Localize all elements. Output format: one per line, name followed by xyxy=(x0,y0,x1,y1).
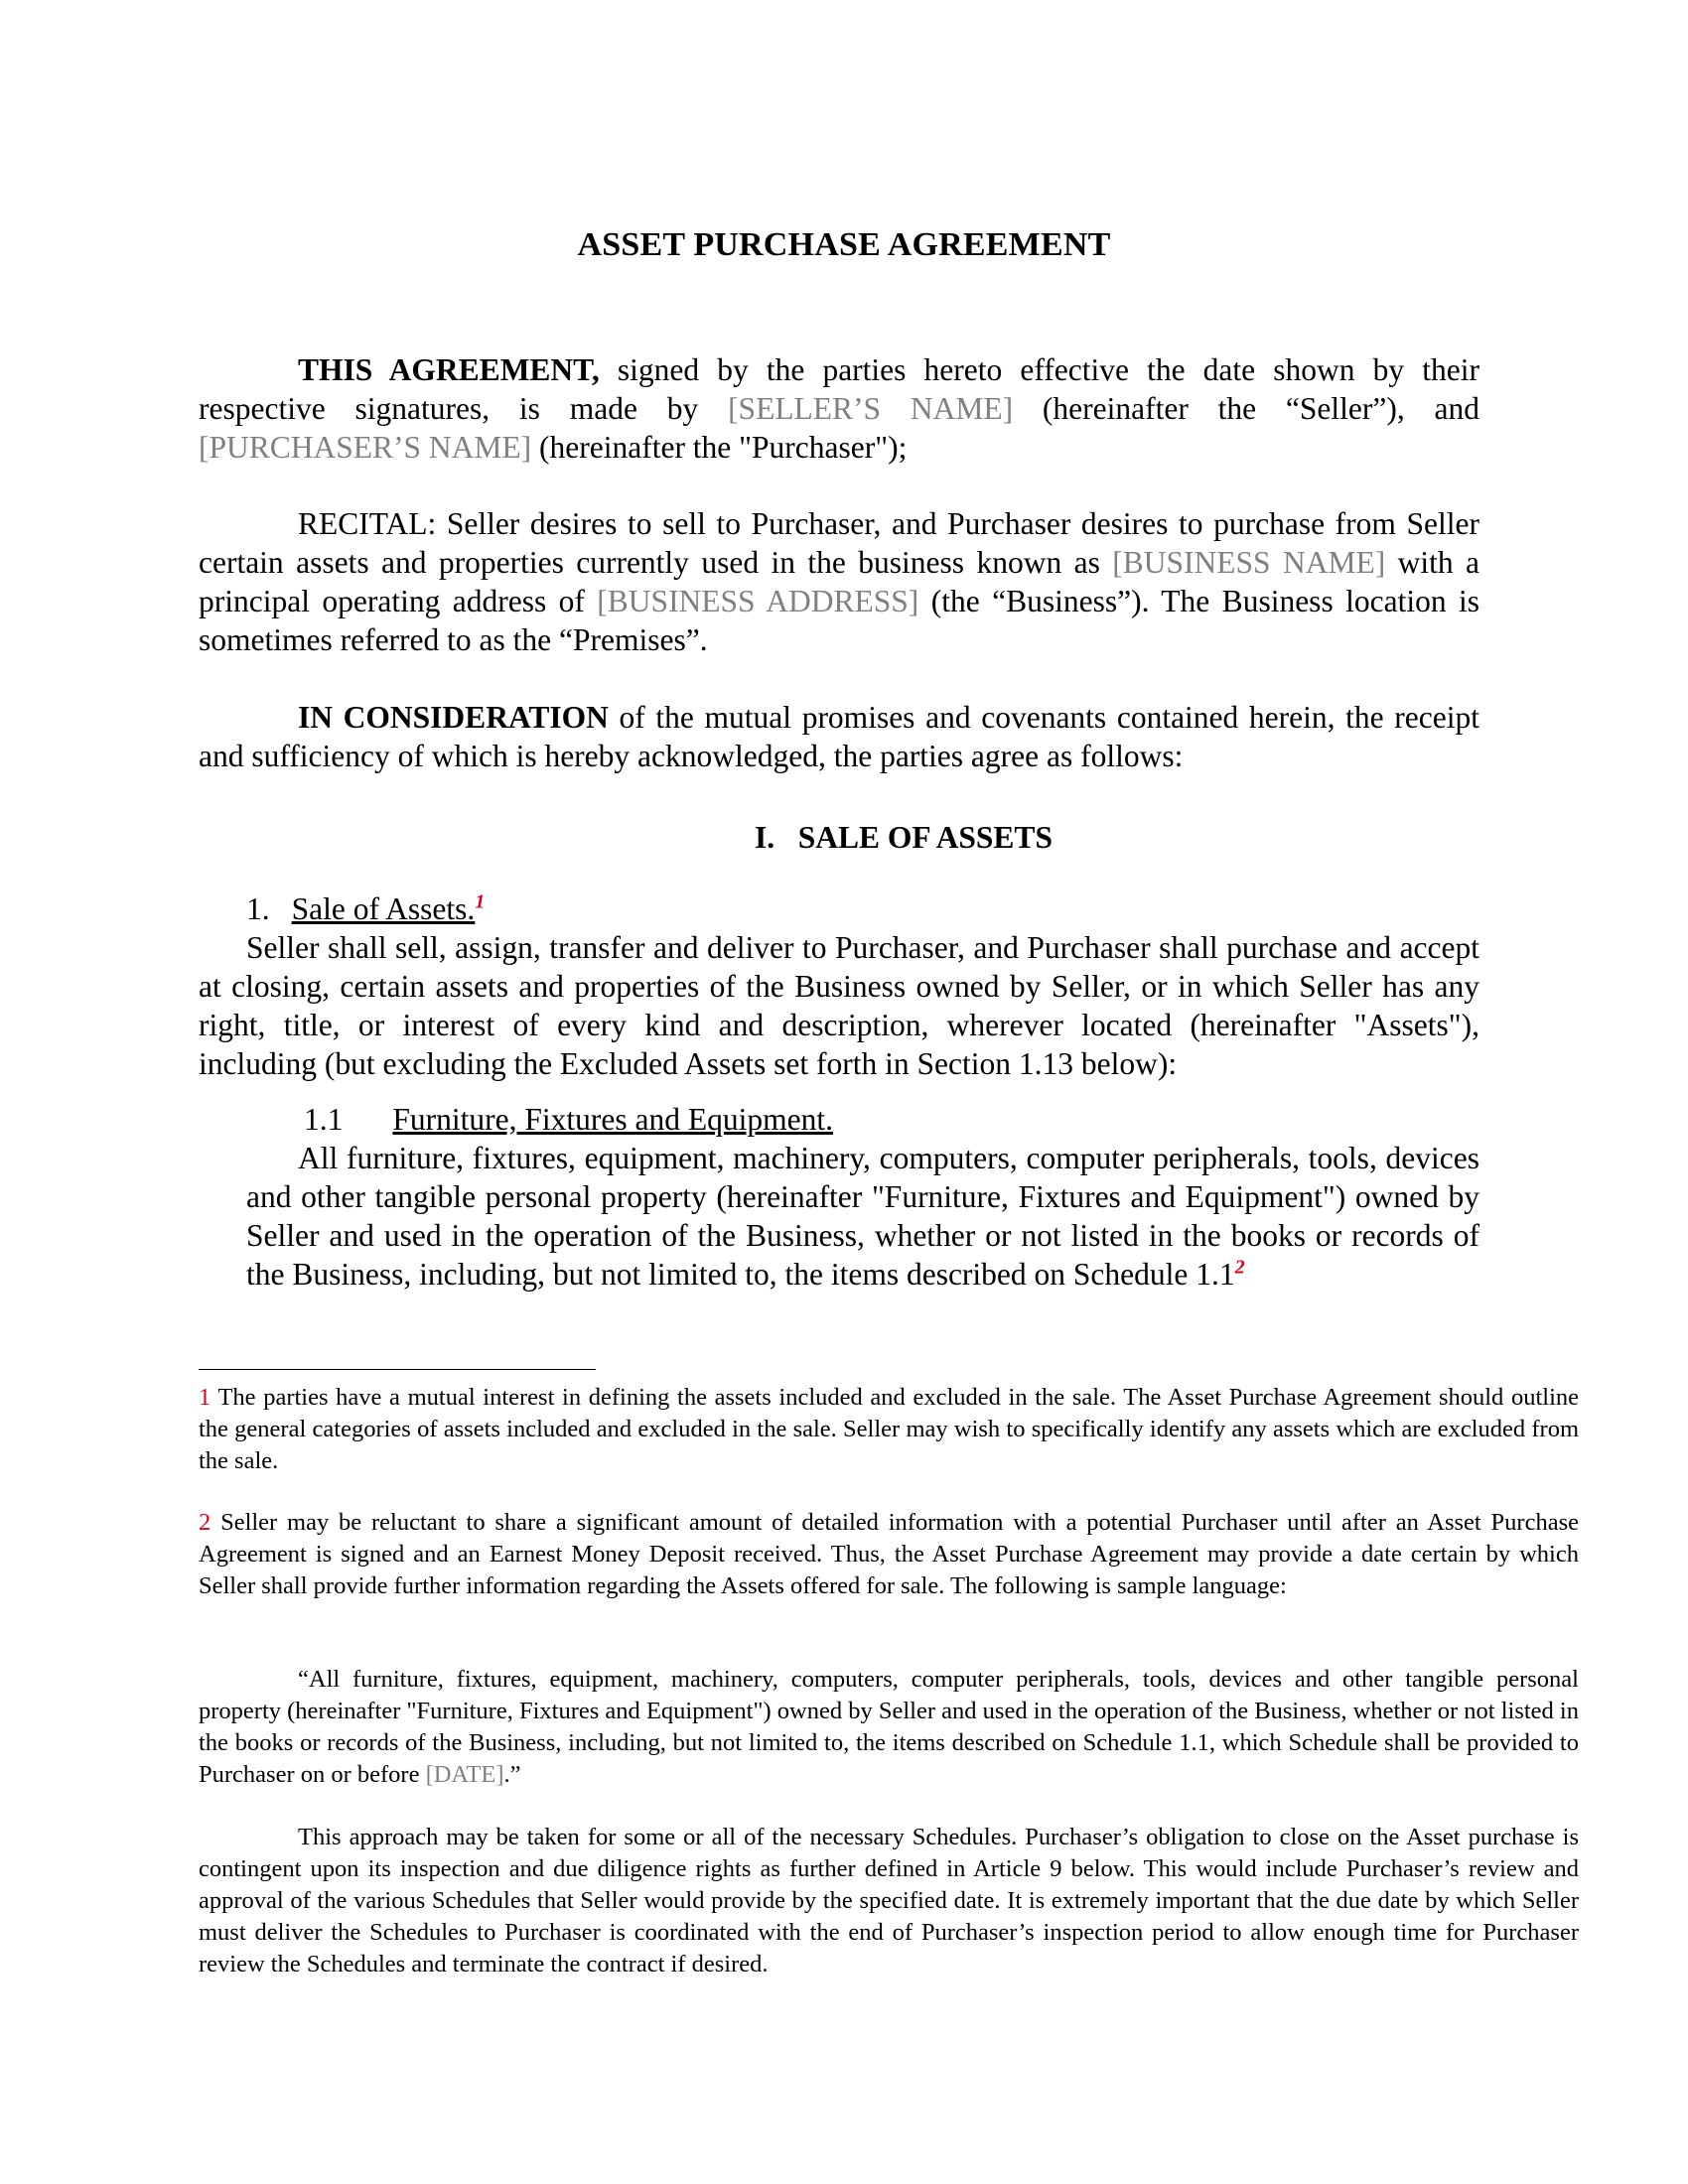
intro-lead: THIS AGREEMENT, xyxy=(298,352,600,387)
consideration-paragraph: IN CONSIDERATION of the mutual promises and covenants contained herein, the receipt and sufficiency of which is hereby acknowledged, the parties agree as follows: xyxy=(199,700,1479,773)
footnote-2: 2 Seller may be reluctant to share a significant amount of detailed information with a potential Purchaser until after an Asset Purchase Agreement is signed and an Earnest Money Deposit received. Thus, the Asset Purchase Agreement may provide a date certain by which Seller shall provide further information regarding the Assets offered for sale. The following is sample language: xyxy=(199,1509,1579,1599)
consideration-lead: IN CONSIDERATION xyxy=(298,700,609,735)
footnote-ref-2[interactable]: 2 xyxy=(1234,1256,1245,1279)
item-1-1-title: Furniture, Fixtures and Equipment. xyxy=(392,1102,833,1137)
footnote-2-sample-language: “All furniture, fixtures, equipment, machinery, computers, computer peripherals, tools, devices and other tangible personal property (hereinafter "Furniture, Fixtures and Equipment") owned by Seller and used in the operation of the Business, whether or not listed in the books or records of the Business, including, but not limited to, the items described on Schedule 1.1, which Schedule shall be provided to Purchaser on or before [DATE].” xyxy=(199,1666,1579,1788)
document-title: ASSET PURCHASE AGREEMENT xyxy=(577,226,1111,263)
item-1-title: Sale of Assets. xyxy=(291,891,476,926)
business-name-placeholder: [BUSINESS NAME] xyxy=(1112,545,1386,580)
item-1-1-body: All furniture, fixtures, equipment, machinery, computers, computer peripherals, tools, devices and other tangible personal property (hereinafter "Furniture, Fixtures and Equipment") owned by Seller and used in the operation of the Business, whether or not listed in the books or records of the Business, including, but not limited to, the items described on Schedule 1.1$^2$ xyxy=(246,1141,1479,1292)
section-heading: I. SALE OF ASSETS xyxy=(755,820,1053,855)
intro-paragraph: THIS AGREEMENT, signed by the parties hereto effective the date shown by their respective signatures, is made by [SELLER’S NAME] (hereinafter the “Seller”), and [PURCHASER’S NAME] (hereinafter the "Purchaser"); xyxy=(199,352,1480,465)
footnote-ref-1[interactable]: 1 xyxy=(475,890,486,913)
item-1-1-heading: 1.1 Furniture, Fixtures and Equipment. xyxy=(304,1102,833,1137)
business-address-placeholder: [BUSINESS ADDRESS] xyxy=(597,584,919,618)
footnote-1: 1 The parties have a mutual interest in defining the assets included and excluded in the sale. The Asset Purchase Agreement should outline the general categories of assets included and excluded in the sale. Seller may wish to specifically identify any assets which are excluded from the sale. xyxy=(199,1384,1579,1474)
purchaser-name-placeholder: [PURCHASER’S NAME] xyxy=(199,430,532,465)
footnote-2-number: 2 xyxy=(199,1509,211,1536)
seller-name-placeholder: [SELLER’S NAME] xyxy=(728,391,1014,426)
footnote-1-number: 1 xyxy=(199,1384,211,1411)
item-1-body: Seller shall sell, assign, transfer and deliver to Purchaser, and Purchaser shall purchase and accept at closing, certain assets and properties of the Business owned by Seller, or in which Seller has any right, title, or interest of every kind and description, wherever located (hereinafter "Assets"), including (but excluding the Excluded Assets set forth in Section 1.13 below): xyxy=(199,930,1479,1081)
footnote-2-approach: This approach may be taken for some or all of the necessary Schedules. Purchaser’s obligation to close on the Asset purchase is contingent upon its inspection and due diligence rights as further defined in Article 9 below. This would include Purchaser’s review and approval of the various Schedules that Seller would provide by the specified date. It is extremely important that the due date by which Seller must deliver the Schedules to Purchaser is coordinated with the end of Purchaser’s inspection period to allow enough time for Purchaser review the Schedules and terminate the contract if desired. xyxy=(199,1824,1579,1978)
recital-paragraph: RECITAL: Seller desires to sell to Purchaser, and Purchaser desires to purchase from Seller certain assets and properties currently used in the business known as [BUSINESS NAME] with a principal operating address of [BUSINESS ADDRESS] (the “Business”). The Business location is sometimes referred to as the “Premises”. xyxy=(199,506,1480,657)
date-placeholder: [DATE] xyxy=(425,1761,504,1788)
item-1-heading: 1. Sale of Assets.$^1$ xyxy=(246,890,486,926)
footnote-separator xyxy=(199,1369,596,1370)
